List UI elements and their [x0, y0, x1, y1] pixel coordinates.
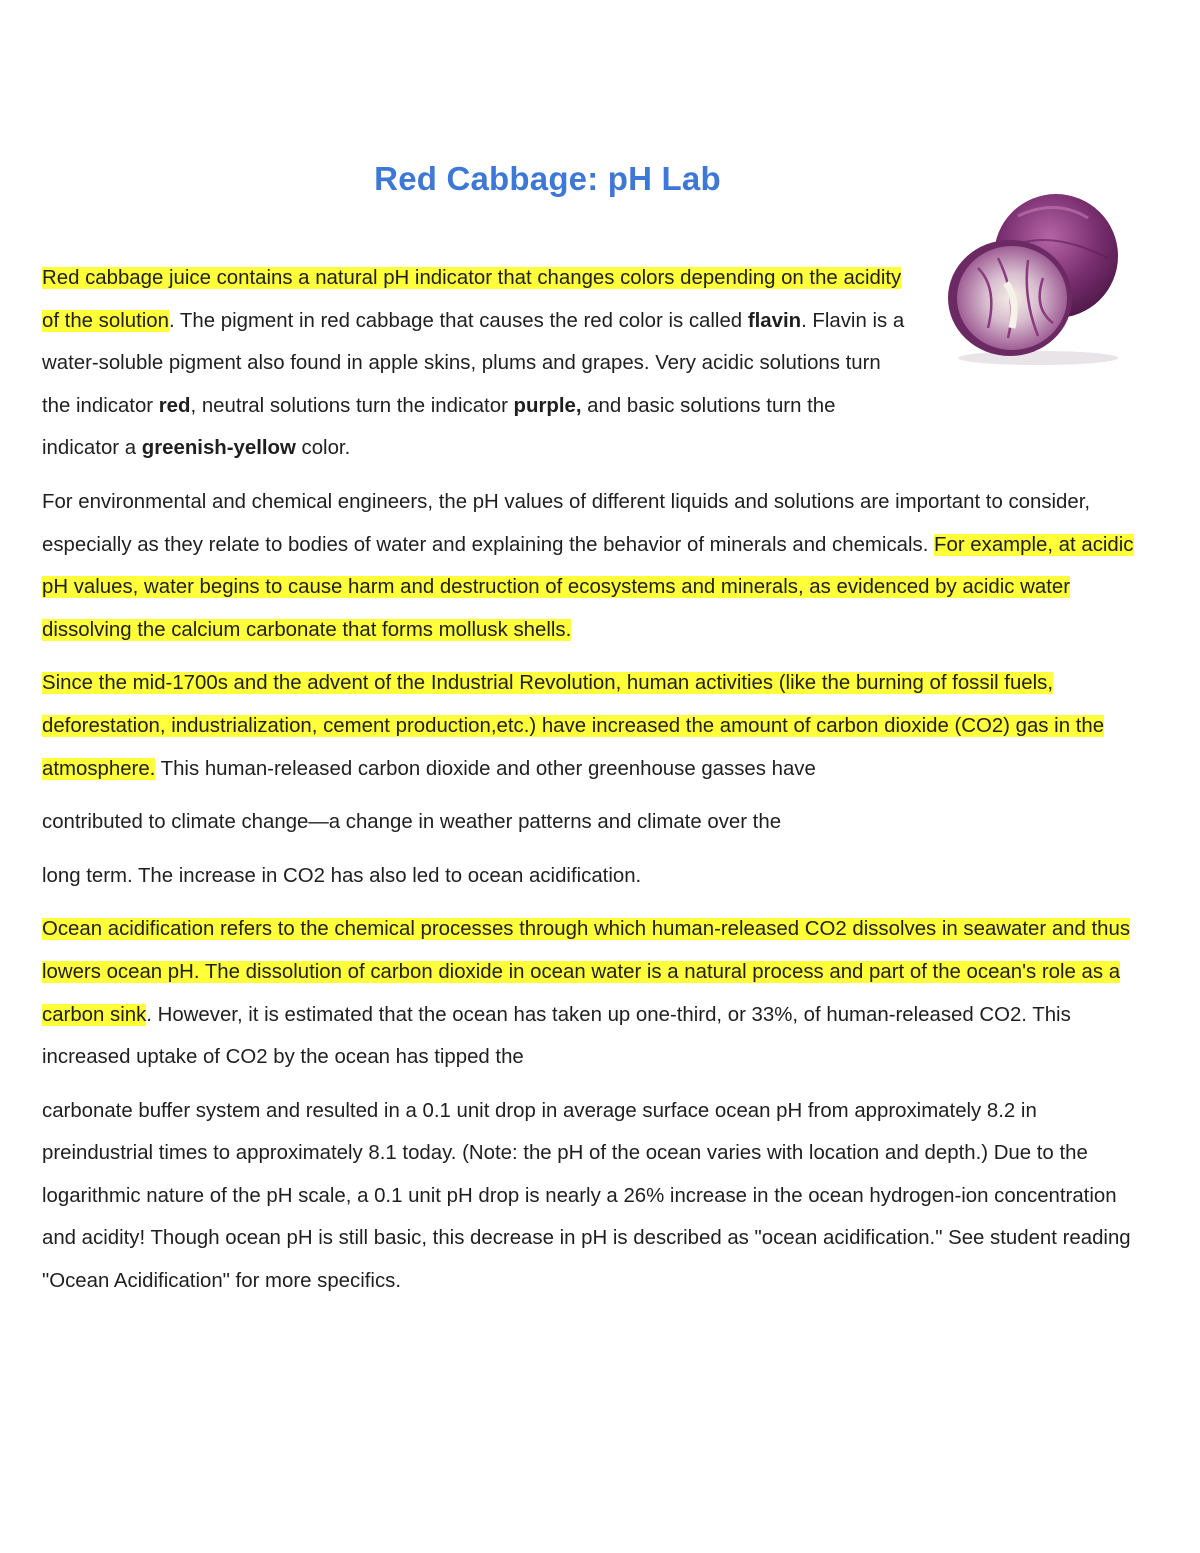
paragraph-climate-change: contributed to climate change—a change in weather patterns and climate over the	[42, 811, 782, 834]
paragraph-carbonate-buffer: carbonate buffer system and resulted in a 0.1 unit drop in average surface ocean pH from approximately 8.2 in preindustrial times to approximately 8.1 today. (Note: the pH of the ocean varies with location and depth.) Due to the logarithmic nature of the pH scale, a 0.1 unit pH drop is nearly a 26% increase in the ocean hydrogen-ion concentration and acidity! Though ocean pH is still basic, this decrease in pH is described as "ocean acidification." See student reading "Ocean Acidification" for more specifics.	[42, 1099, 1131, 1293]
paragraph-long-term: long term. The increase in CO2 has also led to ocean acidification.	[42, 864, 642, 887]
page-title: Red Cabbage: pH Lab	[374, 160, 721, 197]
highlighted-text: Ocean acidification refers to the chemical processes through which human-released CO2 dissolves in seawater and thus lowers ocean pH. The dissolution of carbon dioxide in ocean water is a natural process and part of the ocean's role as a carbon sink	[42, 918, 1131, 1026]
bold-term-red: red	[158, 394, 191, 417]
paragraph-ocean-acidification: Ocean acidification refers to the chemical processes through which human-released CO2 dissolves in seawater and thus lowers ocean pH. The dissolution of carbon dioxide in ocean water is a natural process and part of the ocean's role as a carbon sink. However, it is estimated that the ocean has taken up one-third, or 33%, of human-released CO2. This increased uptake of CO2 by the ocean has tipped the	[42, 918, 1131, 1069]
highlighted-text: Since the mid-1700s and the advent of the Industrial Revolution, human activities (like the burning of fossil fuels, deforestation, industrialization, cement production,etc.) have increased the amount of carbon dioxide (CO2) gas in the atmosphere.	[42, 672, 1105, 780]
paragraph-industrial-revolution: Since the mid-1700s and the advent of the Industrial Revolution, human activities (like the burning of fossil fuels, deforestation, industrialization, cement production,etc.) have increased the amount of carbon dioxide (CO2) gas in the atmosphere. This human-released carbon dioxide and other greenhouse gasses have	[42, 672, 1105, 780]
paragraph-engineers: For environmental and chemical engineers, the pH values of different liquids and solutions are important to consider, especially as they relate to bodies of water and explaining the behavior of minerals and chemicals. For example, at acidic pH values, water begins to cause harm and destruction of ecosystems and minerals, as evidenced by acidic water dissolving the calcium carbonate that forms mollusk shells.	[42, 490, 1134, 641]
highlighted-text: For example, at acidic pH values, water begins to cause harm and destruction of ecosystems and minerals, as evidenced by acidic water dissolving the calcium carbonate that forms mollusk shells.	[42, 533, 1134, 641]
bold-term-purple: purple,	[513, 394, 582, 417]
paragraph-intro: Red cabbage juice contains a natural pH indicator that changes colors depending on the acidity of the solution. The pigment in red cabbage that causes the red color is called flavin. Flavin is a water-soluble pigment also found in apple skins, plums and grapes. Very acidic solutions turn the indicator red, neutral solutions turn the indicator purple, and basic solutions turn the indicator a greenish-yellow color.	[42, 267, 905, 460]
bold-term-greenish-yellow: greenish-yellow	[141, 437, 296, 460]
document-body	[42, 257, 1152, 1314]
bold-term-flavin: flavin	[747, 309, 802, 332]
highlighted-text: Red cabbage juice contains a natural pH indicator that changes colors depending on the acidity of the solution	[42, 267, 902, 332]
